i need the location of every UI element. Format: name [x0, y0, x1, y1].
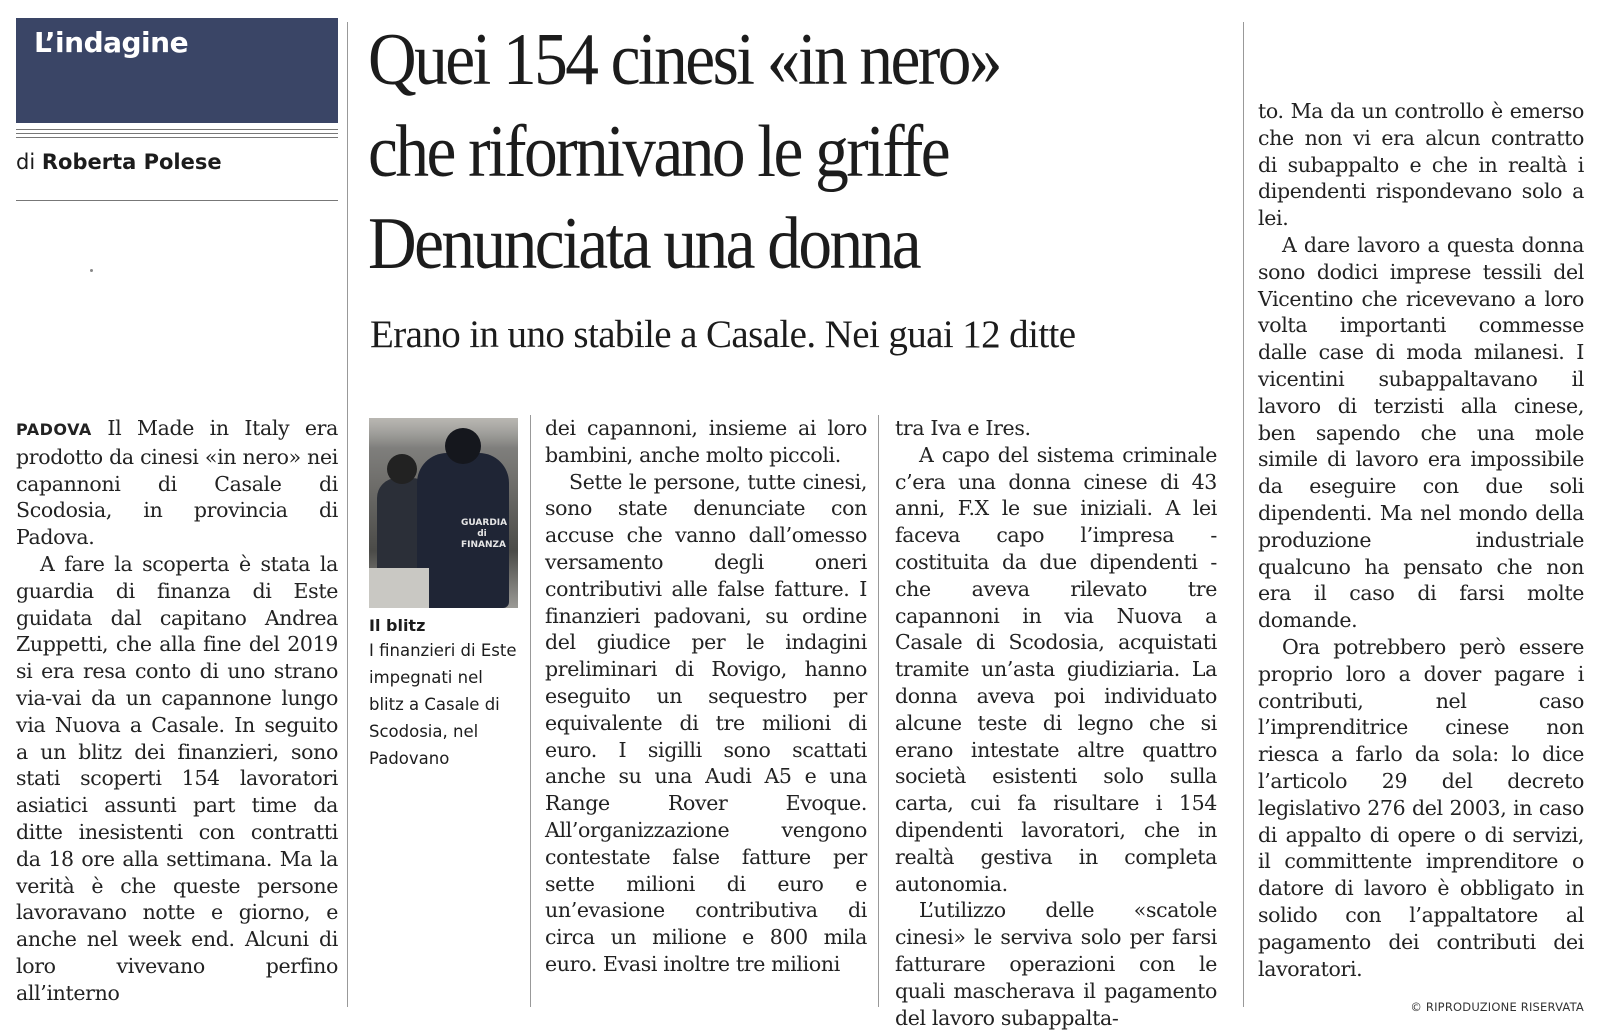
copyright-notice: © RIPRODUZIONE RISERVATA — [1410, 1000, 1584, 1014]
paragraph: tra Iva e Ires. — [895, 416, 1031, 440]
kicker-rule-1 — [16, 129, 338, 130]
paragraph: to. Ma da un controllo è emerso che non vi era alcun contratto di subappalto e che in realtà i dipendenti rispondevano solo a lei. — [1258, 99, 1584, 231]
column-divider-3 — [878, 415, 879, 1007]
speck — [90, 269, 93, 272]
byline-author: Roberta Polese — [41, 150, 222, 174]
paragraph-text: Il Made in Italy era prodotto da cinesi «in nero» nei capannoni di Casale di Scodosia, in provincia di Padova. — [16, 416, 338, 550]
paragraph: dei capannoni, insieme ai loro bambini, anche molto piccoli. — [545, 416, 867, 467]
byline — [16, 150, 222, 174]
subheadline: Erano in uno stabile a Casale. Nei guai 12 ditte — [370, 313, 1076, 356]
paragraph: Sette le persone, tutte cinesi, sono state denunciate con accuse che vanno dall’omesso versamento degli oneri contributivi alle false fatture. I finanzieri padovani, su ordine del giudice per le indagini preliminari di Rovigo, hanno eseguito un sequestro per equivalente di tre milioni di euro. I sigilli sono scattati anche su una Audi A5 e una Range Rover Evoque. All’organizzazione vengono contestate false fatture per sette milioni di euro e un’evasione contributiva di circa un milione e 800 mila euro. Evasi inoltre tre milioni — [545, 469, 867, 976]
news-photo — [369, 418, 518, 608]
paragraph: A fare la scoperta è stata la guardia di finanza di Este guidata dal capitano Andrea Zuppetti, che alla fine del 2019 si era resa conto di uno strano via-vai da un capannone lungo via Nuova a Casale. In seguito a un blitz dei finanzieri, sono stati scoperti 154 lavoratori asiatici assunti part time da ditte inesistenti con contratti da 18 ore alla settimana. Ma la verità è che queste persone lavoravano notte e giorno, e anche nel week end. Alcuni di loro vivevano perfino all’interno — [16, 551, 338, 1005]
byline-prefix: di — [16, 150, 36, 174]
article-column-3 — [895, 415, 1217, 1031]
caption-text: I finanzieri di Este impegnati nel blitz a Casale di Scodosia, nel Padovano — [369, 641, 517, 768]
headline-line-3: Denunciata una donna — [368, 203, 920, 285]
kicker-rule-2 — [16, 133, 338, 134]
kicker-label: L’indagine — [34, 26, 189, 59]
paragraph: A dare lavoro a questa donna sono dodici imprese tessili del Vicentino che ricevevano a loro volta importanti commesse dalle case di moda milanesi. I vicentini subappaltavano il lavoro di terzisti alla cinese, ben sapendo che una mole simile di lavoro era impossibile da eseguire con due soli dipendenti. Ma nel mondo della produzione industriale qualcuno ha pensato che non era il caso di farsi molte domande. — [1258, 232, 1584, 633]
byline-rule — [16, 200, 338, 201]
dateline: PADOVA — [16, 420, 92, 439]
article-column-1 — [16, 415, 338, 1007]
article-column-2 — [545, 415, 867, 978]
article-column-4 — [1258, 98, 1584, 982]
caption-title: Il blitz — [369, 616, 426, 635]
headline — [368, 14, 1160, 290]
column-divider-4 — [1243, 22, 1244, 1007]
column-divider-1 — [347, 22, 348, 1007]
kicker-rule-3 — [16, 137, 338, 138]
photo-patch-text: GUARDIA di FINANZA — [461, 518, 508, 550]
paragraph: Ora potrebbero però essere proprio loro a dover pagare i contributi, nel caso l’imprenditrice cinese non riesca a farlo da sola: lo dice l’articolo 29 del decreto legislativo 276 del 2003, in caso di appalto di opere o di servizi, il committente imprenditore o datore di lavoro è obbligato in solido con l’appaltatore al pagamento dei contributi dei lavoratori. — [1258, 634, 1584, 981]
paragraph: L’utilizzo delle «scatole cinesi» le serviva solo per farsi fatturare operazioni con le quali mascherava il pagamento del lavoro subappalta- — [895, 898, 1217, 1030]
column-divider-2 — [530, 415, 531, 1007]
paragraph — [16, 415, 338, 551]
headline-line-2: che rifornivano le griffe — [368, 111, 949, 193]
photo-caption — [369, 615, 519, 772]
section-kicker — [16, 18, 338, 123]
headline-line-1: Quei 154 cinesi «in nero» — [368, 19, 1000, 101]
paragraph: A capo del sistema criminale c’era una donna cinese di 43 anni, F.X le sue iniziali. A lei faceva capo l’impresa - costituita da due dipendenti - che aveva rilevato tre capannoni in via Nuova a Casale di Scodosia, acquistati tramite un’asta giudiziaria. La donna aveva poi individuato alcune teste di legno che si erano intestate altre quattro società esistenti solo sulla carta, cui fa risultare i 154 dipendenti lavoratori, che in realtà gestiva in completa autonomia. — [895, 442, 1217, 896]
